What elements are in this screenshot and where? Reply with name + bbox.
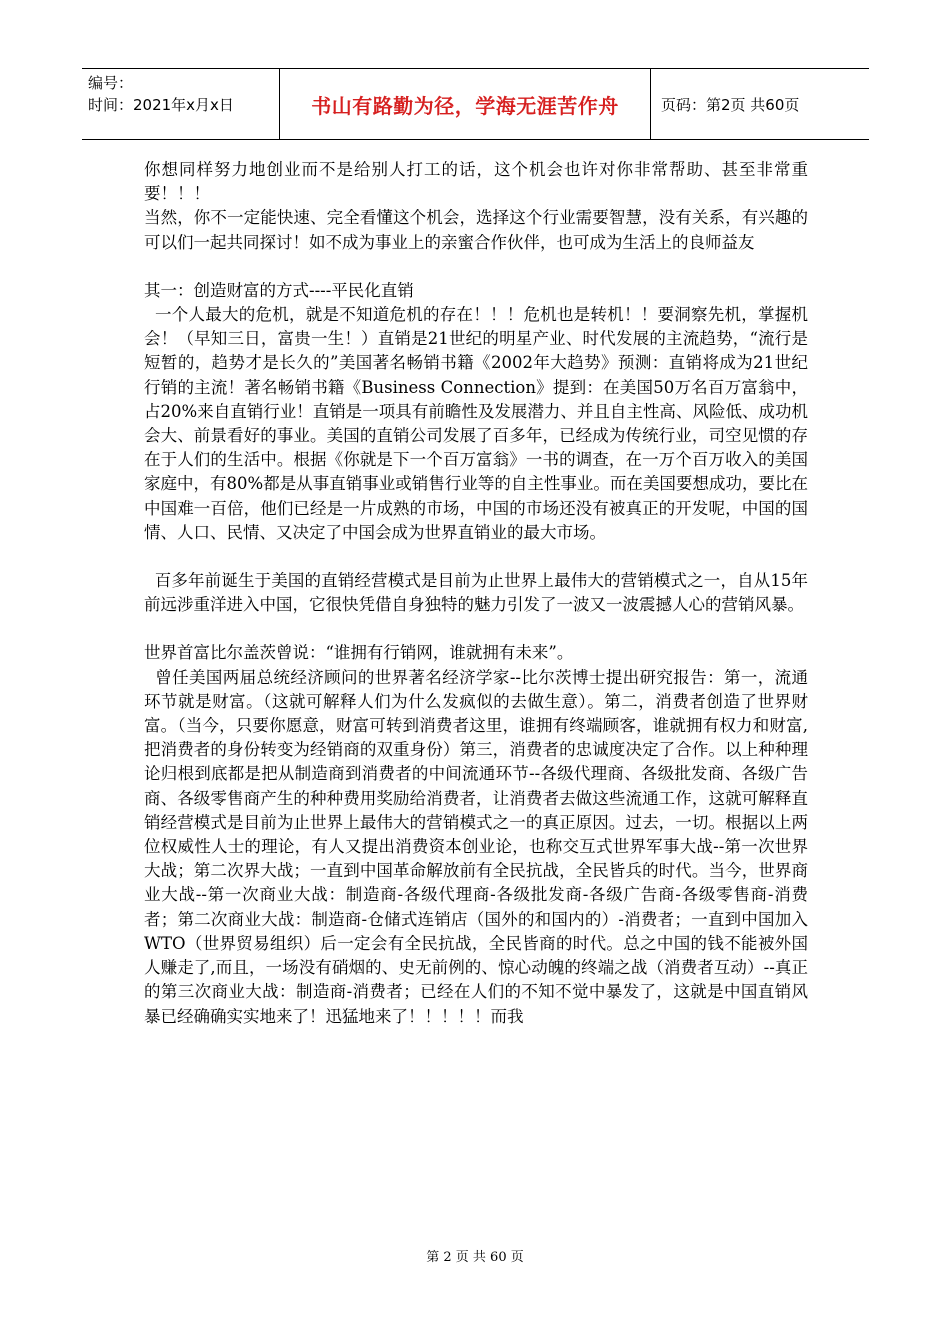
paragraph-gap [144,545,808,569]
header-table [82,68,869,140]
page-info: 页码：第2页 共60页 [661,95,800,114]
header-page-cell [651,69,869,139]
time-label: 时间：2021年x月x日 [88,96,234,114]
paragraph: 曾任美国两届总统经济顾问的世界著名经济学家--比尔茨博士提出研究报告：第一，流通环节就是财富。（这就可解释人们为什么发疯似的去做生意）。第二，消费者创造了世界财富。（当今，只要你愿意，财富可转到消费者这里，谁拥有终端顾客，谁就拥有权力和财富,把消费者的身份转变为经销商的双重身份）第三，消费者的忠诚度决定了合作。以上种种理论归根到底都是把从制造商到消费者的中间流通环节--各级代理商、各级批发商、各级广告商、各级零售商产生的种种费用奖励给消费者，让消费者去做这些流通工作，这就可解释直销经营模式是目前为止世界上最伟大的营销模式之一的真正原因。过去，一切。根据以上两位权威性人士的理论，有人又提出消费资本创业论，也称交互式世界军事大战--第一次世界大战；第二次界大战；一直到中国革命解放前有全民抗战，全民皆兵的时代。当今，世界商业大战--第一次商业大战：制造商-各级代理商-各级批发商-各级广告商-各级零售商-消费者；第二次商业大战：制造商-仓储式连销店（国外的和国内的）-消费者；一直到中国加入WTO（世界贸易组织）后一定会有全民抗战，全民皆商的时代。总之中国的钱不能被外国人赚走了,而且，一场没有硝烟的、史无前例的、惊心动魄的终端之战（消费者互动）--真正的第三次商业大战：制造商-消费者；已经在人们的不知不觉中暴发了，这就是中国直销风暴已经确确实实地来了！迅猛地来了！！！！！而我 [144,667,808,1026]
paragraph: 当然，你不一定能快速、完全看懂这个机会，选择这个行业需要智慧，没有关系，有兴趣的可以们一起共同探讨！如不成为事业上的亲蜜合作伙伴，也可成为生活上的良师益友 [144,208,808,252]
paragraph-gap [144,617,808,641]
header-motto-cell [280,69,651,139]
number-label: 编号： [88,74,134,92]
motto: 书山有路勤为径，学海无涯苦作舟 [311,93,619,118]
header-meta [82,69,280,139]
paragraph: 百多年前诞生于美国的直销经营模式是目前为止世界上最伟大的营销模式之一，自从15年前远涉重洋进入中国，它很快凭借自身独特的魅力引发了一波又一波震撼人心的营销风暴。 [144,571,808,615]
section-heading: 其一：创造财富的方式----平民化直销 [144,280,414,300]
paragraph: 世界首富比尔盖茨曾说：“谁拥有行销网，谁就拥有未来”。 [144,643,574,663]
document-body [144,158,808,1029]
paragraph: 你想同样努力地创业而不是给别人打工的话，这个机会也许对你非常帮助、甚至非常重要！！！ [144,160,808,204]
page-footer: 第 2 页 共 60 页 [426,1250,524,1265]
paragraph-gap [144,255,808,279]
paragraph: 一个人最大的危机，就是不知道危机的存在！！！危机也是转机！！要洞察先机，掌握机会！（早知三日，富贵一生！）直销是21世纪的明星产业、时代发展的主流趋势，“流行是短暂的，趋势才是长久的”美国著名畅销书籍《2002年大趋势》预测：直销将成为21世纪行销的主流！著名畅销书籍《Business Connection》提到：在美国50万名百万富翁中，占20%来自直销行业！直销是一项具有前瞻性及发展潜力、并且自主性高、风险低、成功机会大、前景看好的事业。美国的直销公司发展了百多年，已经成为传统行业，司空见惯的存在于人们的生活中。根据《你就是下一个百万富翁》一书的调查，在一万个百万收入的美国家庭中，有80%都是从事直销事业或销售行业等的自主性事业。而在美国要想成功，要比在中国难一百倍，他们已经是一片成熟的市场，中国的市场还没有被真正的开发呢，中国的国情、人口、民情、又决定了中国会成为世界直销业的最大市场。 [144,305,808,542]
